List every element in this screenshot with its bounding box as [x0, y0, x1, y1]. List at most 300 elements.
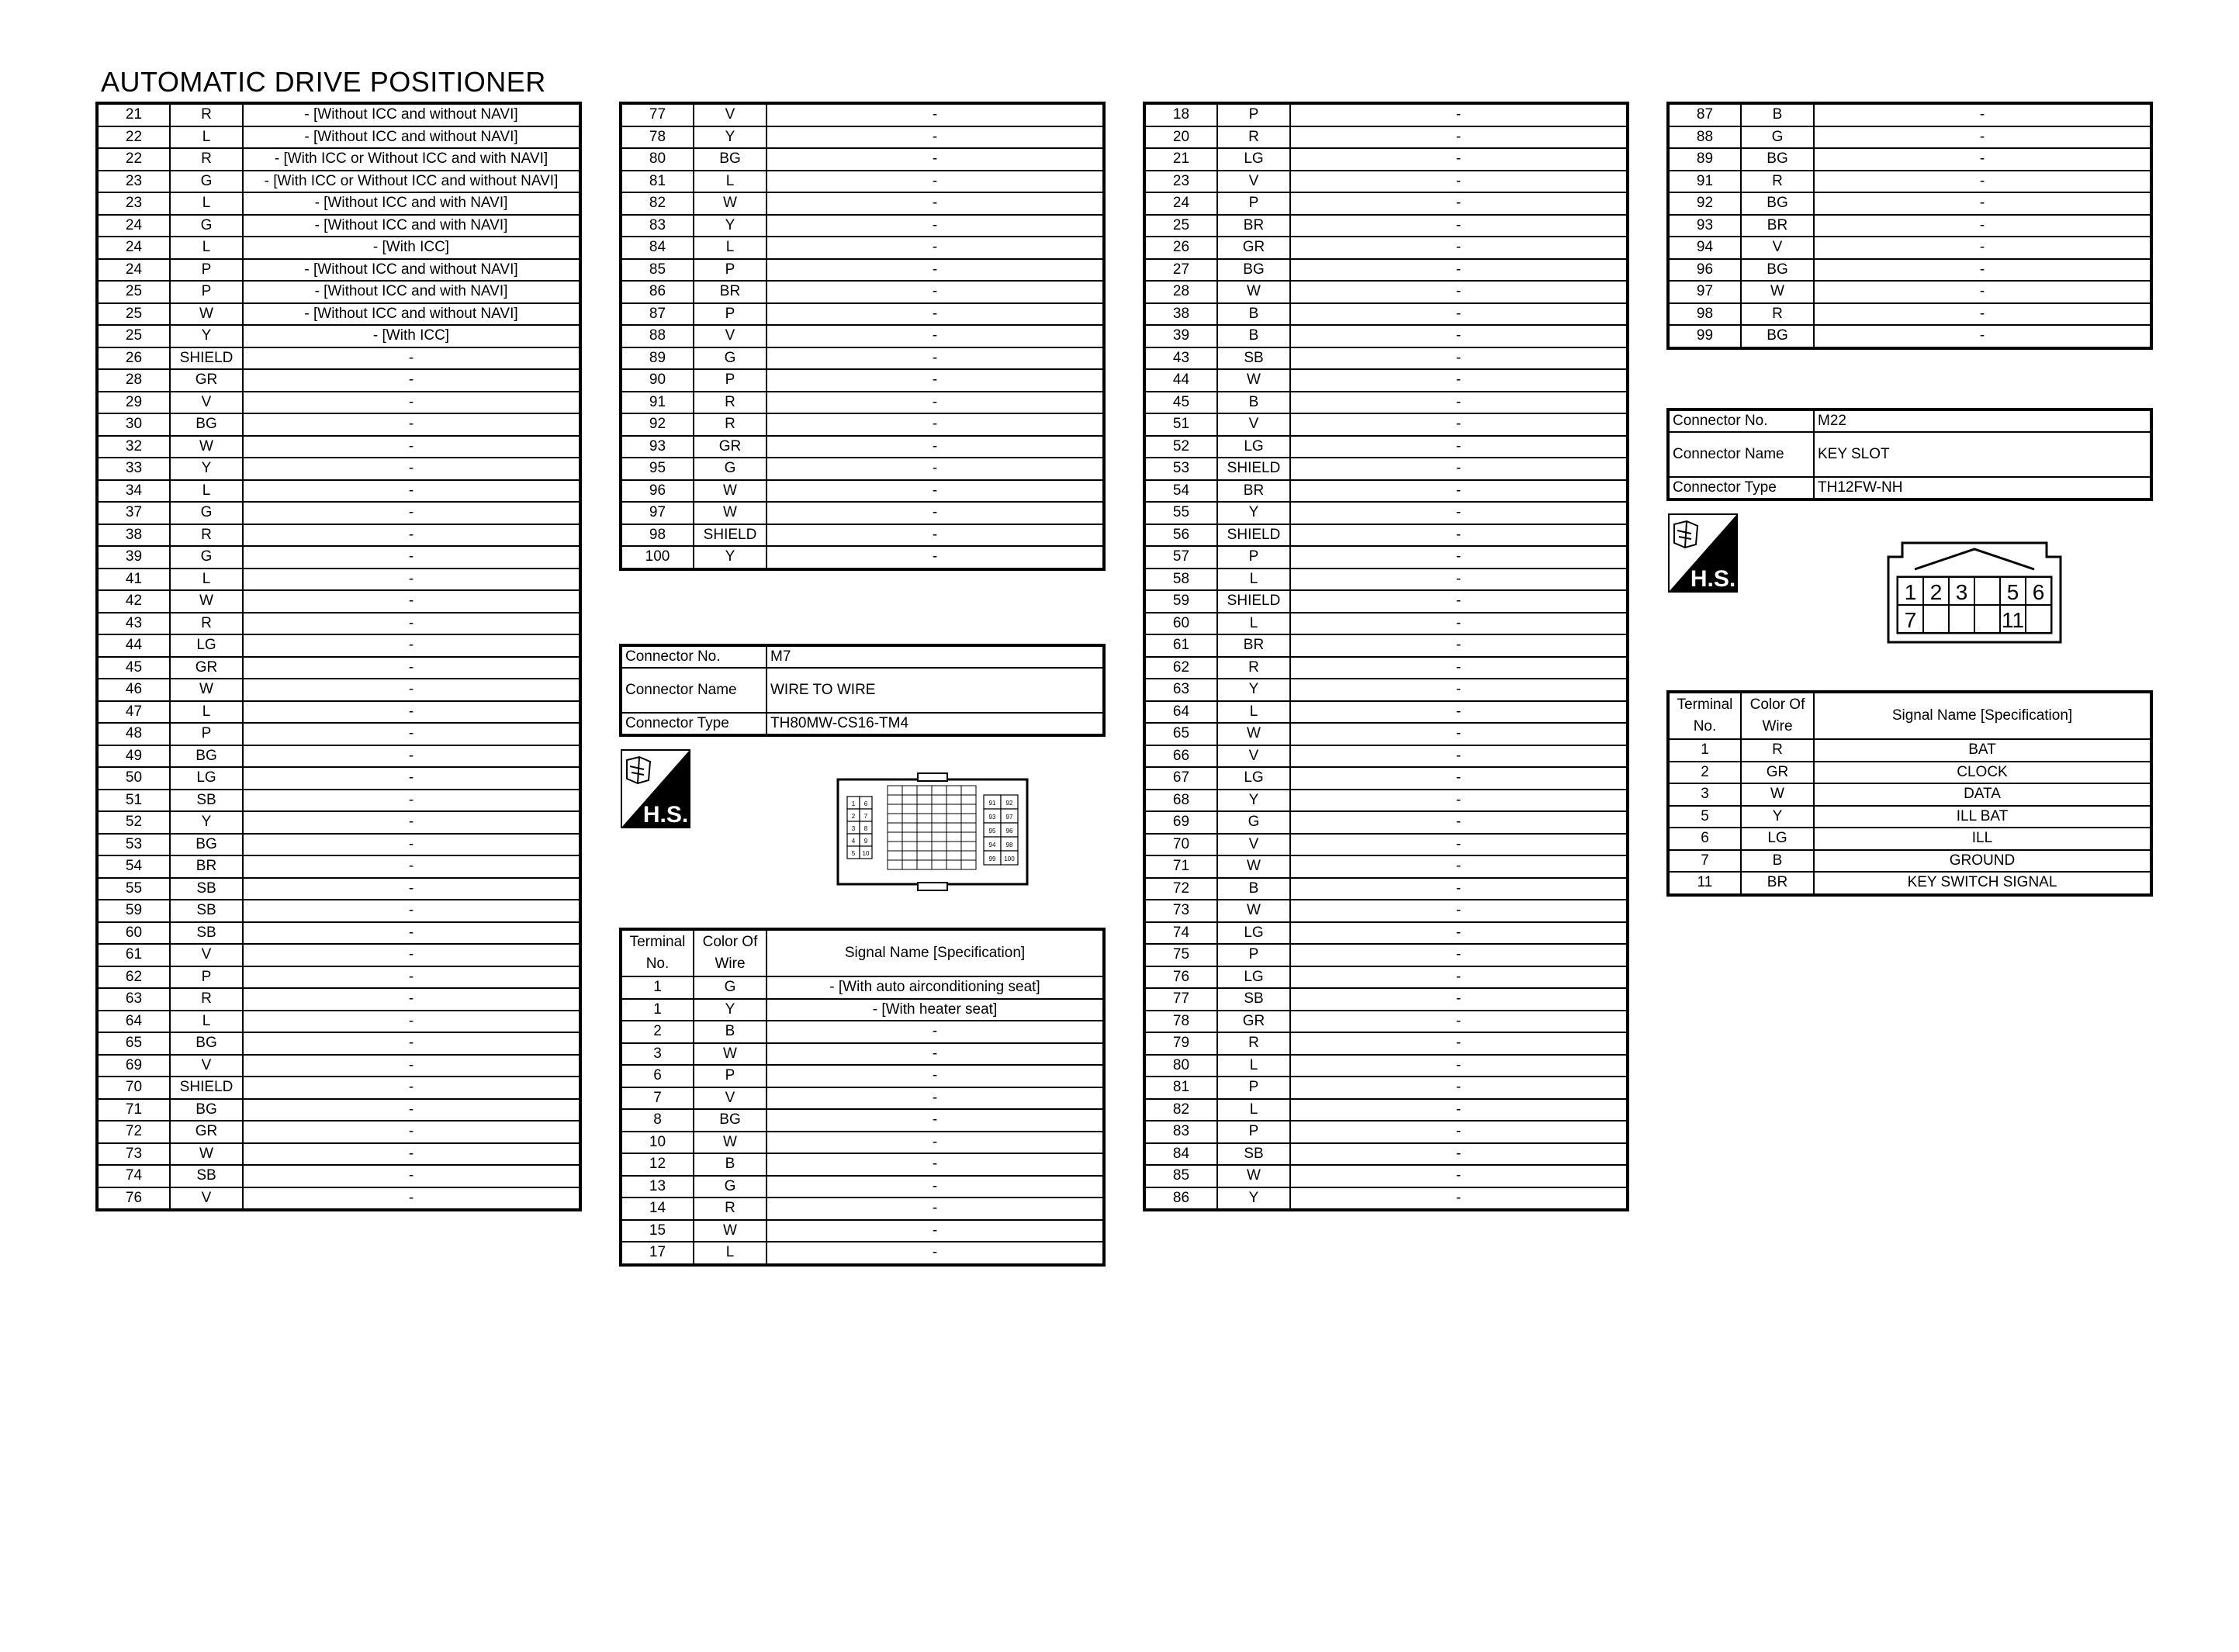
signal-name: - [243, 1099, 580, 1121]
signal-name: - [1290, 745, 1628, 768]
terminal-no: 85 [1144, 1165, 1217, 1187]
terminal-no: 67 [1144, 767, 1217, 790]
connector-pin-cell [888, 851, 902, 860]
terminal-no: 77 [1144, 988, 1217, 1011]
wire-color: V [1217, 413, 1290, 436]
table-row [621, 436, 1104, 458]
terminal-no: 92 [1668, 192, 1741, 215]
wire-color: BG [170, 1099, 243, 1121]
table-row [1144, 745, 1628, 768]
terminal-no: 76 [97, 1187, 170, 1211]
terminal-no: 21 [97, 103, 170, 126]
wire-color: W [1741, 783, 1814, 806]
terminal-no: 8 [621, 1109, 694, 1132]
wire-color: BR [1741, 215, 1814, 237]
terminal-no: 90 [621, 369, 694, 392]
wire-color: R [170, 103, 243, 126]
terminal-no: 69 [97, 1055, 170, 1077]
connector-pin-cell [961, 851, 976, 860]
signal-name: BAT [1814, 739, 2151, 762]
wire-color: L [694, 1242, 767, 1265]
signal-name: - [1290, 811, 1628, 834]
wire-color: W [694, 1043, 767, 1066]
signal-name: - [243, 944, 580, 966]
connector-pin-label: 6 [863, 800, 868, 807]
table-row [1144, 922, 1628, 945]
signal-name: - [With ICC or Without ICC and without NAVI] [243, 171, 580, 193]
terminal-no: 30 [97, 413, 170, 436]
signal-name: - [243, 855, 580, 878]
terminal-no: 71 [97, 1099, 170, 1121]
terminal-no: 59 [1144, 590, 1217, 613]
table-row [1144, 347, 1628, 370]
wire-color: SB [170, 878, 243, 900]
terminal-no: 91 [1668, 171, 1741, 193]
wire-color: W [1217, 900, 1290, 922]
wire-color: W [694, 1220, 767, 1242]
wire-color: Y [170, 811, 243, 834]
signal-name: - [1814, 325, 2151, 348]
wire-color: LG [1217, 436, 1290, 458]
wire-color: SHIELD [1217, 590, 1290, 613]
table-row [1144, 1165, 1628, 1187]
connector-pin-label: 97 [1005, 814, 1013, 821]
wire-color: Y [1741, 806, 1814, 828]
terminal-no: 13 [621, 1176, 694, 1198]
wire-color: SB [1217, 988, 1290, 1011]
signal-name: - [Without ICC and without NAVI] [243, 259, 580, 282]
terminal-no: 41 [97, 569, 170, 591]
terminal-no: 34 [97, 480, 170, 503]
table-row [97, 1032, 580, 1055]
table-row [1144, 634, 1628, 657]
signal-name: - [243, 569, 580, 591]
connector-pin-cell [902, 823, 917, 832]
connector-pin-label: 1 [851, 800, 856, 807]
table-row [1668, 806, 2151, 828]
terminal-no: 65 [1144, 723, 1217, 745]
terminal-no: 96 [621, 480, 694, 503]
signal-name: - [243, 634, 580, 657]
connector-pin-cell [917, 860, 932, 869]
signal-name: - [1290, 1143, 1628, 1166]
connector-pin-cell [1949, 605, 1974, 633]
table-row [97, 855, 580, 878]
table-row [1144, 701, 1628, 724]
wire-color: W [170, 303, 243, 326]
table-row [97, 701, 580, 724]
table-row [621, 1132, 1104, 1154]
signal-name: - [243, 1032, 580, 1055]
wire-color: W [694, 192, 767, 215]
signal-name: - [243, 679, 580, 701]
wire-color: BG [1741, 325, 1814, 348]
connector-name-label: Connector Name [1668, 432, 1814, 477]
terminal-no: 60 [1144, 613, 1217, 635]
terminal-no: 79 [1144, 1032, 1217, 1055]
signal-name: - [1290, 701, 1628, 724]
connector-pin-cell [902, 860, 917, 869]
terminal-no: 24 [1144, 192, 1217, 215]
terminal-no: 100 [621, 546, 694, 569]
signal-name: - [1290, 1165, 1628, 1187]
connector-name-value: KEY SLOT [1814, 432, 2151, 477]
terminal-no: 86 [621, 281, 694, 303]
table-row [1144, 1032, 1628, 1055]
terminal-no: 28 [1144, 281, 1217, 303]
table-row [97, 590, 580, 613]
wire-color: BR [1217, 634, 1290, 657]
signal-name: - [Without ICC and without NAVI] [243, 103, 580, 126]
wire-color: GR [1217, 1011, 1290, 1033]
table-row [621, 480, 1104, 503]
signal-name: - [1290, 855, 1628, 878]
signal-name: - [243, 723, 580, 745]
connector-pin-cell [888, 832, 902, 842]
table-row [1144, 480, 1628, 503]
table-row [621, 281, 1104, 303]
table-row [621, 502, 1104, 524]
table-row [1668, 215, 2151, 237]
terminal-no: 47 [97, 701, 170, 724]
table-row [1144, 988, 1628, 1011]
signal-name: - [767, 347, 1104, 370]
wire-color: L [170, 569, 243, 591]
wire-color: R [694, 1198, 767, 1220]
wire-color: L [1217, 613, 1290, 635]
terminal-no: 70 [97, 1077, 170, 1099]
terminal-no: 24 [97, 215, 170, 237]
table-row [621, 369, 1104, 392]
terminal-no: 29 [97, 392, 170, 414]
terminal-no: 60 [97, 922, 170, 945]
wire-color: L [170, 192, 243, 215]
wire-color: V [1217, 834, 1290, 856]
table-row [1668, 303, 2151, 326]
terminal-no: 65 [97, 1032, 170, 1055]
table-row [97, 546, 580, 569]
terminal-no: 6 [1668, 828, 1741, 850]
wire-color: Y [694, 546, 767, 569]
table-row [97, 745, 580, 768]
wire-color: R [1741, 739, 1814, 762]
connector-pin-label: 8 [863, 825, 868, 832]
pinout-table-m22 [1666, 690, 2153, 897]
table-row [1668, 783, 2151, 806]
wire-color: B [1217, 878, 1290, 900]
connector-pin-cell [932, 795, 946, 804]
connector-pin-label: 5 [851, 850, 856, 857]
terminal-no: 87 [1668, 103, 1741, 126]
wire-color: SB [170, 900, 243, 922]
signal-name: DATA [1814, 783, 2151, 806]
connector-no-value: M7 [767, 645, 1104, 668]
table-row [621, 171, 1104, 193]
wire-color: Y [170, 325, 243, 347]
table-row [1668, 762, 2151, 784]
connector-pin-label: 2 [1929, 580, 1943, 604]
signal-name: - [243, 767, 580, 790]
wire-color: W [170, 1143, 243, 1166]
terminal-no: 92 [621, 413, 694, 436]
terminal-no: 49 [97, 745, 170, 768]
signal-name: - [1290, 1187, 1628, 1211]
wire-color: P [1217, 192, 1290, 215]
terminal-no: 68 [1144, 790, 1217, 812]
terminal-no: 22 [97, 148, 170, 171]
signal-name: - [Without ICC and with NAVI] [243, 192, 580, 215]
terminal-no: 78 [621, 126, 694, 149]
table-row [97, 613, 580, 635]
connector-pin-label: 7 [863, 813, 868, 820]
signal-name: - [1290, 1055, 1628, 1077]
wire-color: SHIELD [170, 347, 243, 370]
signal-name: - [1290, 546, 1628, 569]
signal-name: - [1290, 524, 1628, 547]
terminal-no: 98 [1668, 303, 1741, 326]
terminal-no: 54 [97, 855, 170, 878]
table-row [97, 723, 580, 745]
table-row [621, 392, 1104, 414]
wire-color: L [170, 237, 243, 259]
signal-name: - [1290, 723, 1628, 745]
wire-color: R [1217, 1032, 1290, 1055]
signal-name: - [1290, 148, 1628, 171]
wire-color: LG [170, 634, 243, 657]
terminal-no: 80 [621, 148, 694, 171]
signal-name: - [767, 303, 1104, 326]
table-row [1144, 413, 1628, 436]
wire-color: BR [1741, 872, 1814, 895]
connector-type-value: TH80MW-CS16-TM4 [767, 713, 1104, 735]
signal-name: - [767, 103, 1104, 126]
terminal-no: 77 [621, 103, 694, 126]
terminal-no: 82 [1144, 1099, 1217, 1121]
wire-color: SB [170, 922, 243, 945]
table-row [97, 657, 580, 679]
terminal-no: 72 [1144, 878, 1217, 900]
signal-name: KEY SWITCH SIGNAL [1814, 872, 2151, 895]
wire-color: V [694, 103, 767, 126]
terminal-no: 51 [97, 790, 170, 812]
signal-name: - [1290, 988, 1628, 1011]
table-row [1144, 657, 1628, 679]
wire-color: BG [1741, 192, 1814, 215]
wire-color: GR [1741, 762, 1814, 784]
terminal-no: 88 [1668, 126, 1741, 149]
signal-name: - [1814, 215, 2151, 237]
signal-name: - [1290, 834, 1628, 856]
terminal-no: 83 [621, 215, 694, 237]
table-row [97, 171, 580, 193]
table-row [621, 458, 1104, 480]
wire-color: Y [170, 458, 243, 480]
table-row [97, 922, 580, 945]
table-row [97, 458, 580, 480]
signal-name: - [Without ICC and with NAVI] [243, 281, 580, 303]
wire-color: SB [170, 1165, 243, 1187]
table-row [621, 215, 1104, 237]
signal-name: - [767, 458, 1104, 480]
terminal-no: 84 [621, 237, 694, 259]
signal-name: ILL BAT [1814, 806, 2151, 828]
signal-name: - [1290, 657, 1628, 679]
table-row [1144, 281, 1628, 303]
wire-color: Y [1217, 502, 1290, 524]
wire-color: G [170, 171, 243, 193]
signal-name: - [Without ICC and without NAVI] [243, 303, 580, 326]
connector-pin-cell [932, 804, 946, 814]
wire-color: B [1217, 325, 1290, 347]
connector-type-label: Connector Type [1668, 477, 1814, 499]
connector-pin-cell [961, 814, 976, 823]
connector-pin-cell [932, 786, 946, 795]
table-row [621, 325, 1104, 347]
connector-pin-label: 95 [988, 828, 996, 835]
terminal-no: 2 [621, 1021, 694, 1043]
signal-name: - [With ICC or Without ICC and with NAVI] [243, 148, 580, 171]
wire-color: P [170, 281, 243, 303]
wire-color: V [1741, 237, 1814, 259]
pinout-table-col2 [619, 102, 1106, 571]
wire-color: BR [1217, 215, 1290, 237]
wire-color: R [170, 613, 243, 635]
terminal-no: 62 [97, 966, 170, 989]
signal-name: - [767, 281, 1104, 303]
terminal-no: 2 [1668, 762, 1741, 784]
table-row [1668, 103, 2151, 126]
table-row [621, 1087, 1104, 1110]
table-row [97, 103, 580, 126]
signal-name: - [1290, 215, 1628, 237]
connector-pin-cell [917, 786, 932, 795]
table-row [1144, 192, 1628, 215]
table-row [621, 1242, 1104, 1265]
wire-color: SB [170, 790, 243, 812]
connector-pin-label: 92 [1005, 800, 1013, 807]
terminal-no: 55 [1144, 502, 1217, 524]
table-row [97, 369, 580, 392]
terminal-no: 22 [97, 126, 170, 149]
wire-color: L [694, 171, 767, 193]
signal-name: - [243, 413, 580, 436]
pinout-table-col1 [95, 102, 582, 1211]
wire-color: L [170, 480, 243, 503]
terminal-no: 81 [621, 171, 694, 193]
wire-color: BR [694, 281, 767, 303]
wire-color: W [1217, 369, 1290, 392]
connector-pin-cell [902, 842, 917, 851]
connector-pin-label: 91 [988, 800, 996, 807]
connector-pin-label: 100 [1004, 855, 1015, 862]
connector-pin-cell [917, 823, 932, 832]
terminal-no: 73 [1144, 900, 1217, 922]
connector-face-m7 [836, 772, 1030, 892]
signal-name: - [243, 701, 580, 724]
table-row [1668, 872, 2151, 895]
connector-pin-cell [961, 860, 976, 869]
connector-pin-label: 98 [1005, 842, 1013, 848]
wire-color: GR [170, 369, 243, 392]
table-row [1144, 590, 1628, 613]
wire-color: P [1217, 1121, 1290, 1143]
terminal-no: 7 [1668, 850, 1741, 873]
table-row [621, 1021, 1104, 1043]
table-row [1144, 944, 1628, 966]
signal-name: - [767, 502, 1104, 524]
table-row [621, 303, 1104, 326]
wire-color: W [1217, 1165, 1290, 1187]
terminal-no: 69 [1144, 811, 1217, 834]
terminal-no: 75 [1144, 944, 1217, 966]
wire-color: BG [694, 148, 767, 171]
terminal-no: 1 [621, 999, 694, 1021]
signal-name: - [With ICC] [243, 237, 580, 259]
terminal-no: 26 [97, 347, 170, 370]
color-header: Color Of Wire [1741, 692, 1814, 739]
terminal-no: 39 [97, 546, 170, 569]
wire-color: W [170, 679, 243, 701]
table-row [97, 480, 580, 503]
table-row [621, 1065, 1104, 1087]
connector-pin-cell [932, 860, 946, 869]
connector-pin-cell [946, 786, 961, 795]
wire-color: G [694, 1176, 767, 1198]
terminal-no: 54 [1144, 480, 1217, 503]
signal-name: - [1290, 436, 1628, 458]
table-row [97, 281, 580, 303]
signal-name: - [1290, 480, 1628, 503]
signal-header: Signal Name [Specification] [1814, 692, 2151, 739]
terminal-no: 42 [97, 590, 170, 613]
table-row [1144, 524, 1628, 547]
table-row [97, 1187, 580, 1211]
signal-name: - [243, 811, 580, 834]
connector-pin-cell [902, 795, 917, 804]
terminal-no: 96 [1668, 259, 1741, 282]
wire-color: BG [1741, 259, 1814, 282]
wire-color: W [170, 590, 243, 613]
signal-name: - [243, 613, 580, 635]
terminal-no: 82 [621, 192, 694, 215]
signal-name: - [767, 436, 1104, 458]
wire-color: GR [170, 657, 243, 679]
wire-color: W [1217, 281, 1290, 303]
terminal-no: 25 [97, 303, 170, 326]
wire-color: W [1741, 281, 1814, 303]
table-row [621, 546, 1104, 569]
signal-name: - [243, 590, 580, 613]
wire-color: P [1217, 1077, 1290, 1099]
terminal-no: 86 [1144, 1187, 1217, 1211]
connector-pin-cell [902, 814, 917, 823]
wire-color: SHIELD [170, 1077, 243, 1099]
terminal-no: 48 [97, 723, 170, 745]
table-row [97, 966, 580, 989]
table-row [1144, 259, 1628, 282]
signal-name: - [767, 148, 1104, 171]
table-row [97, 1055, 580, 1077]
wire-color: B [694, 1153, 767, 1176]
terminal-no: 11 [1668, 872, 1741, 895]
wire-color: R [1741, 171, 1814, 193]
table-row [1144, 834, 1628, 856]
signal-name: - [243, 524, 580, 547]
signal-name: - [1290, 1121, 1628, 1143]
connector-pin-cell [888, 786, 902, 795]
terminal-no: 5 [1668, 806, 1741, 828]
terminal-no: 66 [1144, 745, 1217, 768]
